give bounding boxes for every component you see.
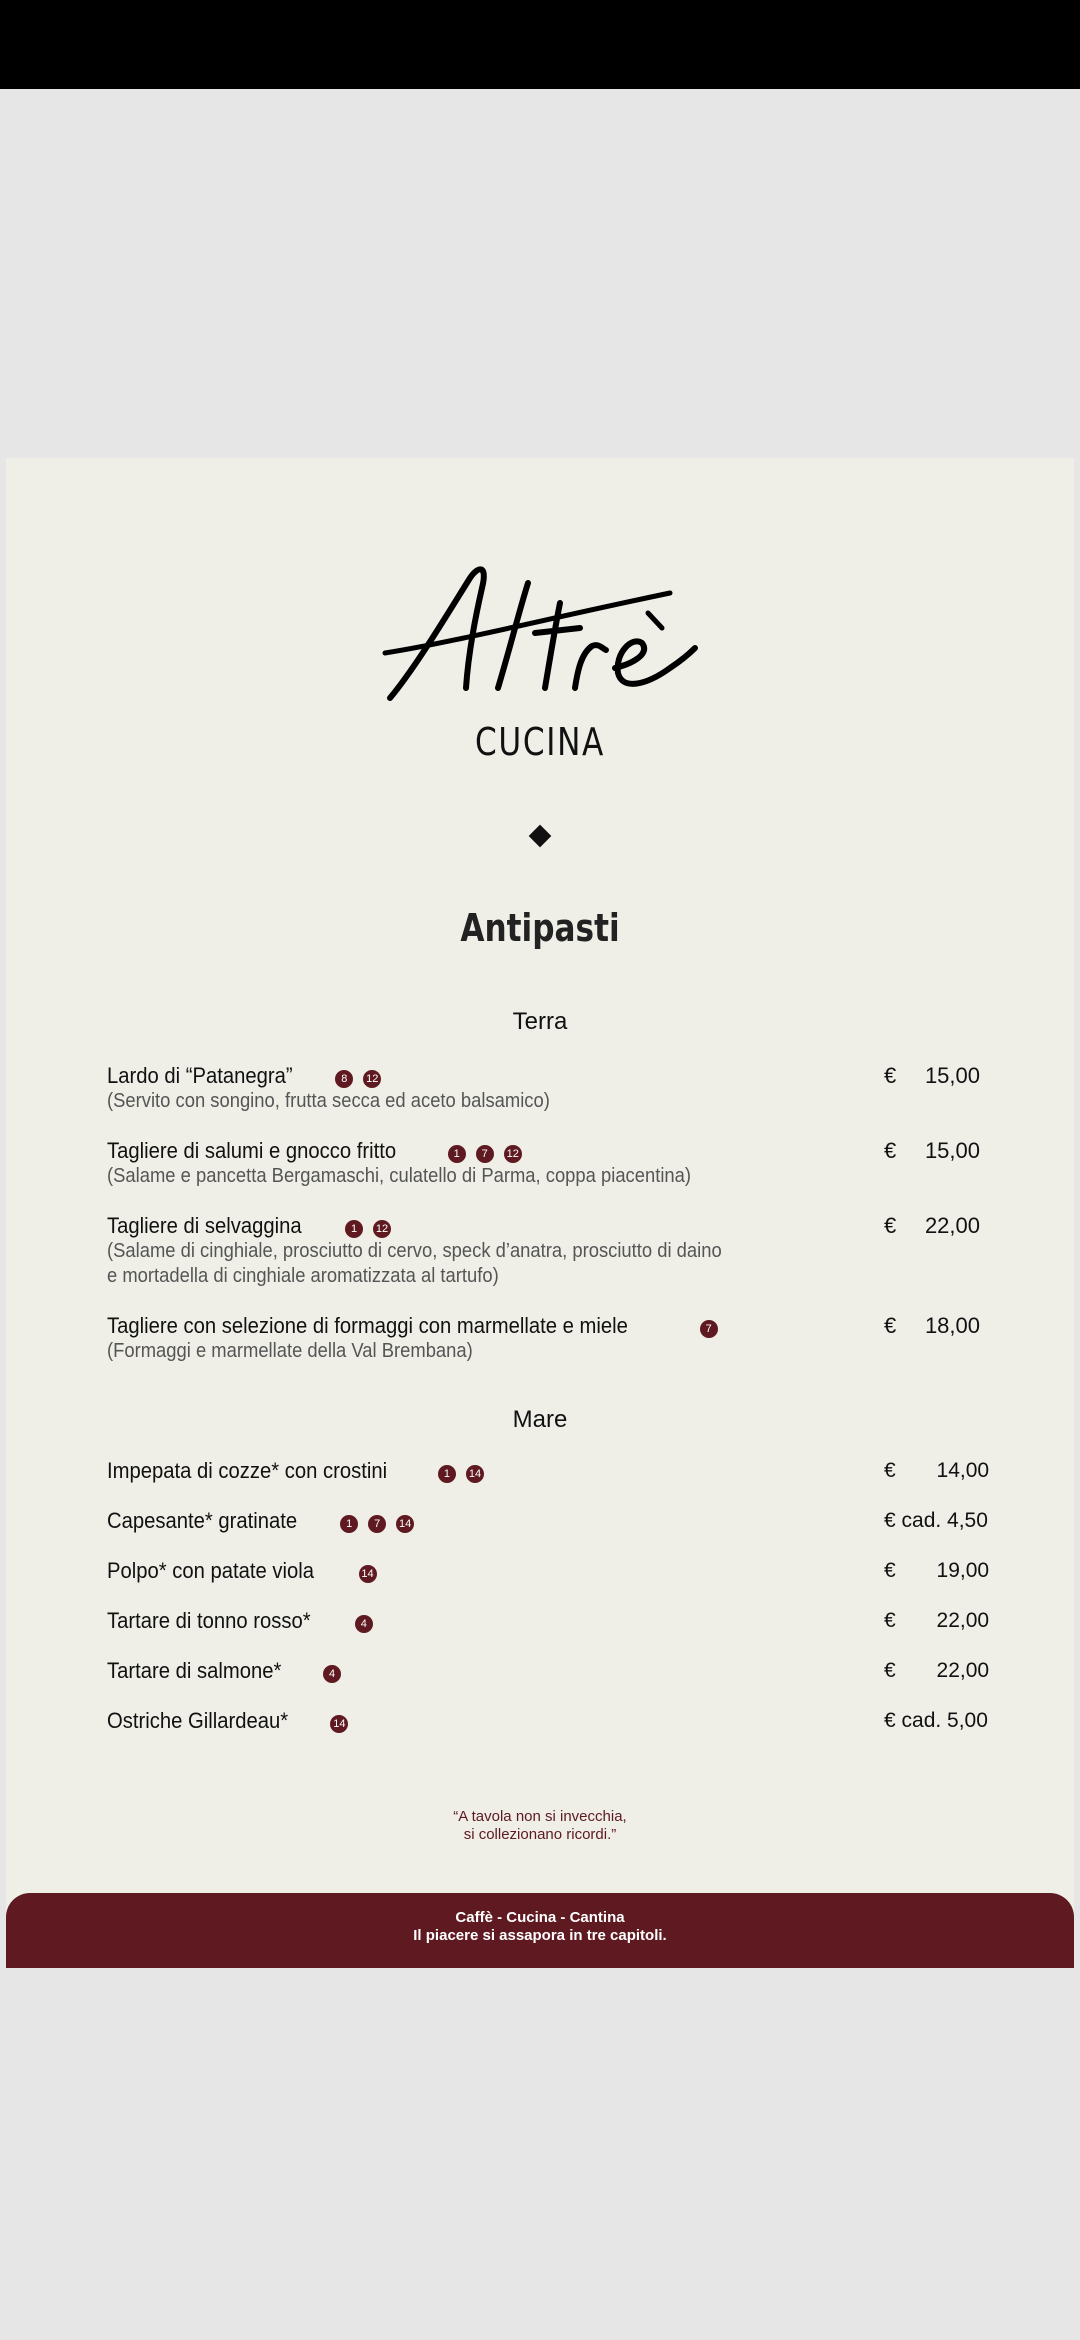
item-name: Tartare di salmone* xyxy=(107,1658,282,1683)
item-name: Tartare di tonno rosso* xyxy=(107,1608,311,1633)
currency-symbol: € xyxy=(884,1313,897,1338)
item-name: Impepata di cozze* con crostini xyxy=(107,1458,388,1483)
footer-banner xyxy=(6,1893,1074,1968)
item-description: (Salame e pancetta Bergamaschi, culatello di Parma, coppa piacentina) xyxy=(107,1165,692,1187)
item-name: Ostriche Gillardeau* xyxy=(107,1708,289,1733)
currency-symbol: € xyxy=(884,1213,897,1238)
allergen-badge: 8 xyxy=(335,1070,353,1088)
cucina-subtitle: CUCINA xyxy=(475,720,605,764)
allergen-badge: 1 xyxy=(340,1515,358,1533)
status-bar xyxy=(0,0,1080,89)
item-price xyxy=(884,1313,980,1339)
subsection-mare: Mare xyxy=(512,1406,568,1433)
price-value: 15,00 xyxy=(924,1138,980,1163)
menu-page xyxy=(6,458,1074,1968)
altre-logo xyxy=(6,558,1074,708)
allergen-badge: 1 xyxy=(438,1465,456,1483)
section-title-antipasti: Antipasti xyxy=(460,906,620,950)
allergen-badge: 12 xyxy=(363,1070,381,1088)
allergen-badge: 12 xyxy=(504,1145,522,1163)
allergen-badges xyxy=(438,1465,494,1483)
menu-item-tagliere-selvaggina xyxy=(107,1213,987,1289)
diamond-divider-icon xyxy=(529,825,552,848)
allergen-badge: 1 xyxy=(345,1220,363,1238)
quote-line: “A tavola non si invecchia, xyxy=(453,1808,627,1825)
menu-item-capesante xyxy=(107,1508,987,1534)
altre-logo-script xyxy=(370,558,710,708)
quote-line: si collezionano ricordi.” xyxy=(463,1826,617,1843)
item-price: € 14,00 xyxy=(884,1459,990,1482)
item-description: (Servito con songino, frutta secca ed aceto balsamico) xyxy=(107,1090,550,1112)
allergen-badges xyxy=(323,1665,351,1683)
item-price xyxy=(884,1213,980,1239)
allergen-badges xyxy=(340,1515,424,1533)
currency-symbol: € xyxy=(884,1063,897,1088)
item-price: € 22,00 xyxy=(884,1659,990,1682)
allergen-badge: 7 xyxy=(700,1320,718,1338)
quote xyxy=(6,1808,1074,1844)
menu-item-tartare-tonno xyxy=(107,1608,990,1634)
allergen-badge: 4 xyxy=(323,1665,341,1683)
allergen-badge: 4 xyxy=(355,1615,373,1633)
allergen-badge: 1 xyxy=(448,1145,466,1163)
allergen-badges xyxy=(335,1070,391,1088)
allergen-badge: 14 xyxy=(466,1465,484,1483)
footer-slogan: Il piacere si assapora in tre capitoli. xyxy=(413,1927,667,1944)
allergen-badge: 14 xyxy=(359,1565,377,1583)
allergen-badge: 14 xyxy=(396,1515,414,1533)
item-price: € cad. 5,00 xyxy=(884,1709,988,1732)
allergen-badge: 7 xyxy=(476,1145,494,1163)
item-price: € 22,00 xyxy=(884,1609,990,1632)
menu-item-tagliere-salumi xyxy=(107,1138,987,1189)
menu-item-ostriche xyxy=(107,1708,987,1734)
item-description: (Salame di cinghiale, prosciutto di cervo, speck d’anatra, prosciutto di daino xyxy=(107,1240,722,1262)
price-value: 18,00 xyxy=(924,1313,980,1338)
menu-item-tartare-salmone xyxy=(107,1658,990,1684)
item-name: Polpo* con patate viola xyxy=(107,1558,315,1583)
menu-item-polpo xyxy=(107,1558,990,1584)
subsection-terra: Terra xyxy=(512,1008,568,1035)
currency-symbol: € xyxy=(884,1138,897,1163)
allergen-badges xyxy=(330,1715,358,1733)
item-price: € cad. 4,50 xyxy=(884,1509,988,1532)
item-name: Tagliere con selezione di formaggi con marmellate e miele xyxy=(107,1313,628,1338)
allergen-badge: 12 xyxy=(373,1220,391,1238)
item-price xyxy=(884,1063,980,1089)
menu-item-lardo xyxy=(107,1063,987,1114)
allergen-badge: 7 xyxy=(368,1515,386,1533)
allergen-badges xyxy=(359,1565,387,1583)
item-name: Tagliere di selvaggina xyxy=(107,1213,302,1238)
item-description: (Formaggi e marmellate della Val Brembana) xyxy=(107,1340,473,1362)
price-value: 15,00 xyxy=(924,1063,980,1088)
allergen-badges xyxy=(355,1615,383,1633)
item-price xyxy=(884,1138,980,1164)
footer-tagline: Caffè - Cucina - Cantina xyxy=(455,1909,625,1926)
item-name: Tagliere di salumi e gnocco fritto xyxy=(107,1138,397,1163)
allergen-badges xyxy=(345,1220,401,1238)
menu-item-impepata xyxy=(107,1458,990,1484)
price-value: 22,00 xyxy=(924,1213,980,1238)
item-name: Lardo di “Patanegra” xyxy=(107,1063,293,1088)
item-name: Capesante* gratinate xyxy=(107,1508,298,1533)
item-description: e mortadella di cinghiale aromatizzata al tartufo) xyxy=(107,1265,499,1287)
item-price: € 19,00 xyxy=(884,1559,990,1582)
allergen-badges xyxy=(700,1320,728,1338)
allergen-badges xyxy=(448,1145,532,1163)
menu-item-tagliere-formaggi xyxy=(107,1313,987,1364)
allergen-badge: 14 xyxy=(330,1715,348,1733)
